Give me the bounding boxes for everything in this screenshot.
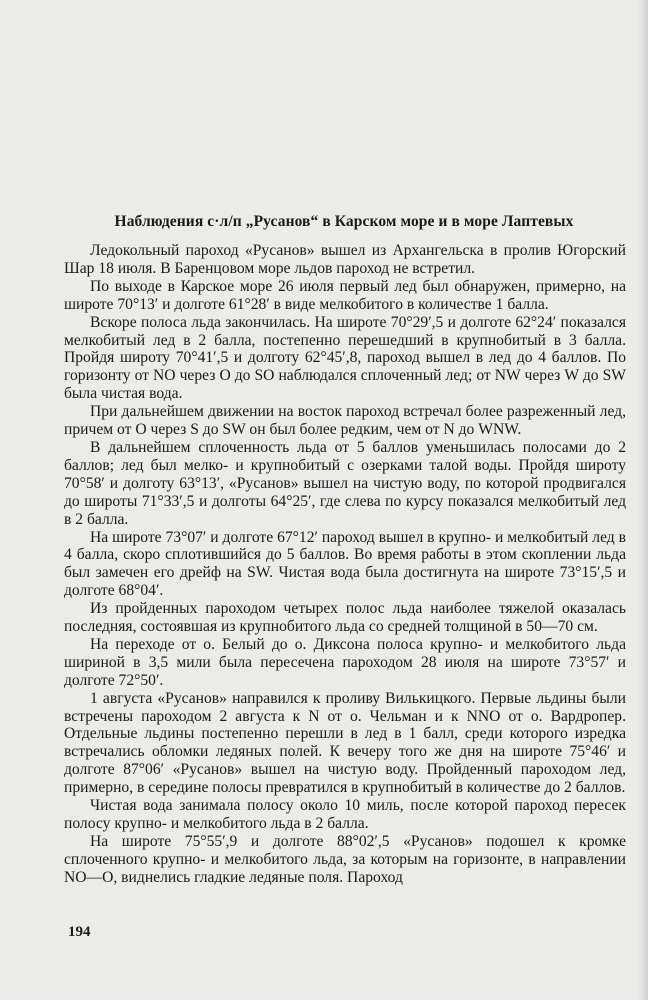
paragraph: На широте 73°07′ и долготе 67°12′ пароход вышел в крупно- и мелкобитый лед в 4 балла, скоро сплотившийся до 5 баллов. Во время работы в этом скоплении льда был замечен его дрейф на SW. Чистая вода была достигнута на широте 73°15′,5 и долготе 68°04′.	[64, 528, 626, 600]
paragraph: В дальнейшем сплоченность льда от 5 баллов уменьшилась полосами до 2 баллов; лед был мелко- и крупнобитый с озерками талой воды. Пройдя широту 70°58′ и долготу 63°13′, «Русанов» вышел на чистую воду, по которой продвигался до широты 71°33′,5 и долготы 64°25′, где слева по курсу показался мелкобитый лед в 2 балла.	[64, 438, 626, 528]
paragraph: На широте 75°55′,9 и долготе 88°02′,5 «Русанов» подошел к кромке сплоченного крупно- и мелкобитого льда, за которым на горизонте, в направлении NO—O, виднелись гладкие ледяные поля. Пароход	[64, 832, 626, 886]
section-heading: Наблюдения с·л/п „Русанов“ в Карском море и в море Лаптевых	[114, 213, 574, 230]
body-text	[64, 242, 626, 887]
page-number: 194	[68, 924, 91, 940]
paragraph: Чистая вода занимала полосу около 10 миль, после которой пароход пересек полосу крупно- и мелкобитого льда в 2 балла.	[64, 797, 626, 832]
paragraph: При дальнейшем движении на восток пароход встречал более разреженный лед, причем от O через S до SW он был более редким, чем от N до WNW.	[64, 403, 626, 439]
paragraph: На переходе от о. Белый до о. Диксона полоса крупно- и мелкобитого льда шириной в 3,5 мили была пересечена пароходом 28 июля на широте 73°57′ и долготе 72°50′.	[64, 635, 626, 689]
paragraph: Ледокольный пароход «Русанов» вышел из Архангельска в пролив Югорский Шар 18 июля. В Баренцовом море льдов пароход не встретил.	[64, 242, 626, 277]
paragraph: Из пройденных пароходом четырех полос льда наиболее тяжелой оказалась последняя, состоявшая из крупнобитого льда со средней толщиной в 50—70 см.	[64, 600, 626, 636]
paragraph: Вскоре полоса льда закончилась. На широте 70°29′,5 и долготе 62°24′ показался мелкобитый лед в 2 балла, постепенно перешедший в крупнобитый в 3 балла. Пройдя широту 70°41′,5 и долготу 62°45′,8, пароход вышел в лед до 4 баллов. По горизонту от NO через O до SO наблюдался сплоченный лед; от NW через W до SW была чистая вода.	[64, 313, 626, 403]
page-edge-shadow	[638, 0, 648, 1000]
paragraph: По выходе в Карское море 26 июля первый лед был обнаружен, примерно, на широте 70°13′ и долготе 61°28′ в виде мелкобитого в количестве 1 балла.	[64, 277, 626, 313]
paragraph: 1 августа «Русанов» направился к проливу Вилькицкого. Первые льдины были встречены пароходом 2 августа к N от о. Чельман и к NNO от о. Вардропер. Отдельные льдины постепенно перешли в лед в 1 балл, среди которого изредка встречались обломки ледяных полей. К вечеру того же дня на широте 75°46′ и долготе 87°06′ «Русанов» вышел на чистую воду. Пройденный пароходом лед, примерно, в середине полосы превратился в крупнобитый в количестве до 2 баллов.	[64, 689, 626, 797]
